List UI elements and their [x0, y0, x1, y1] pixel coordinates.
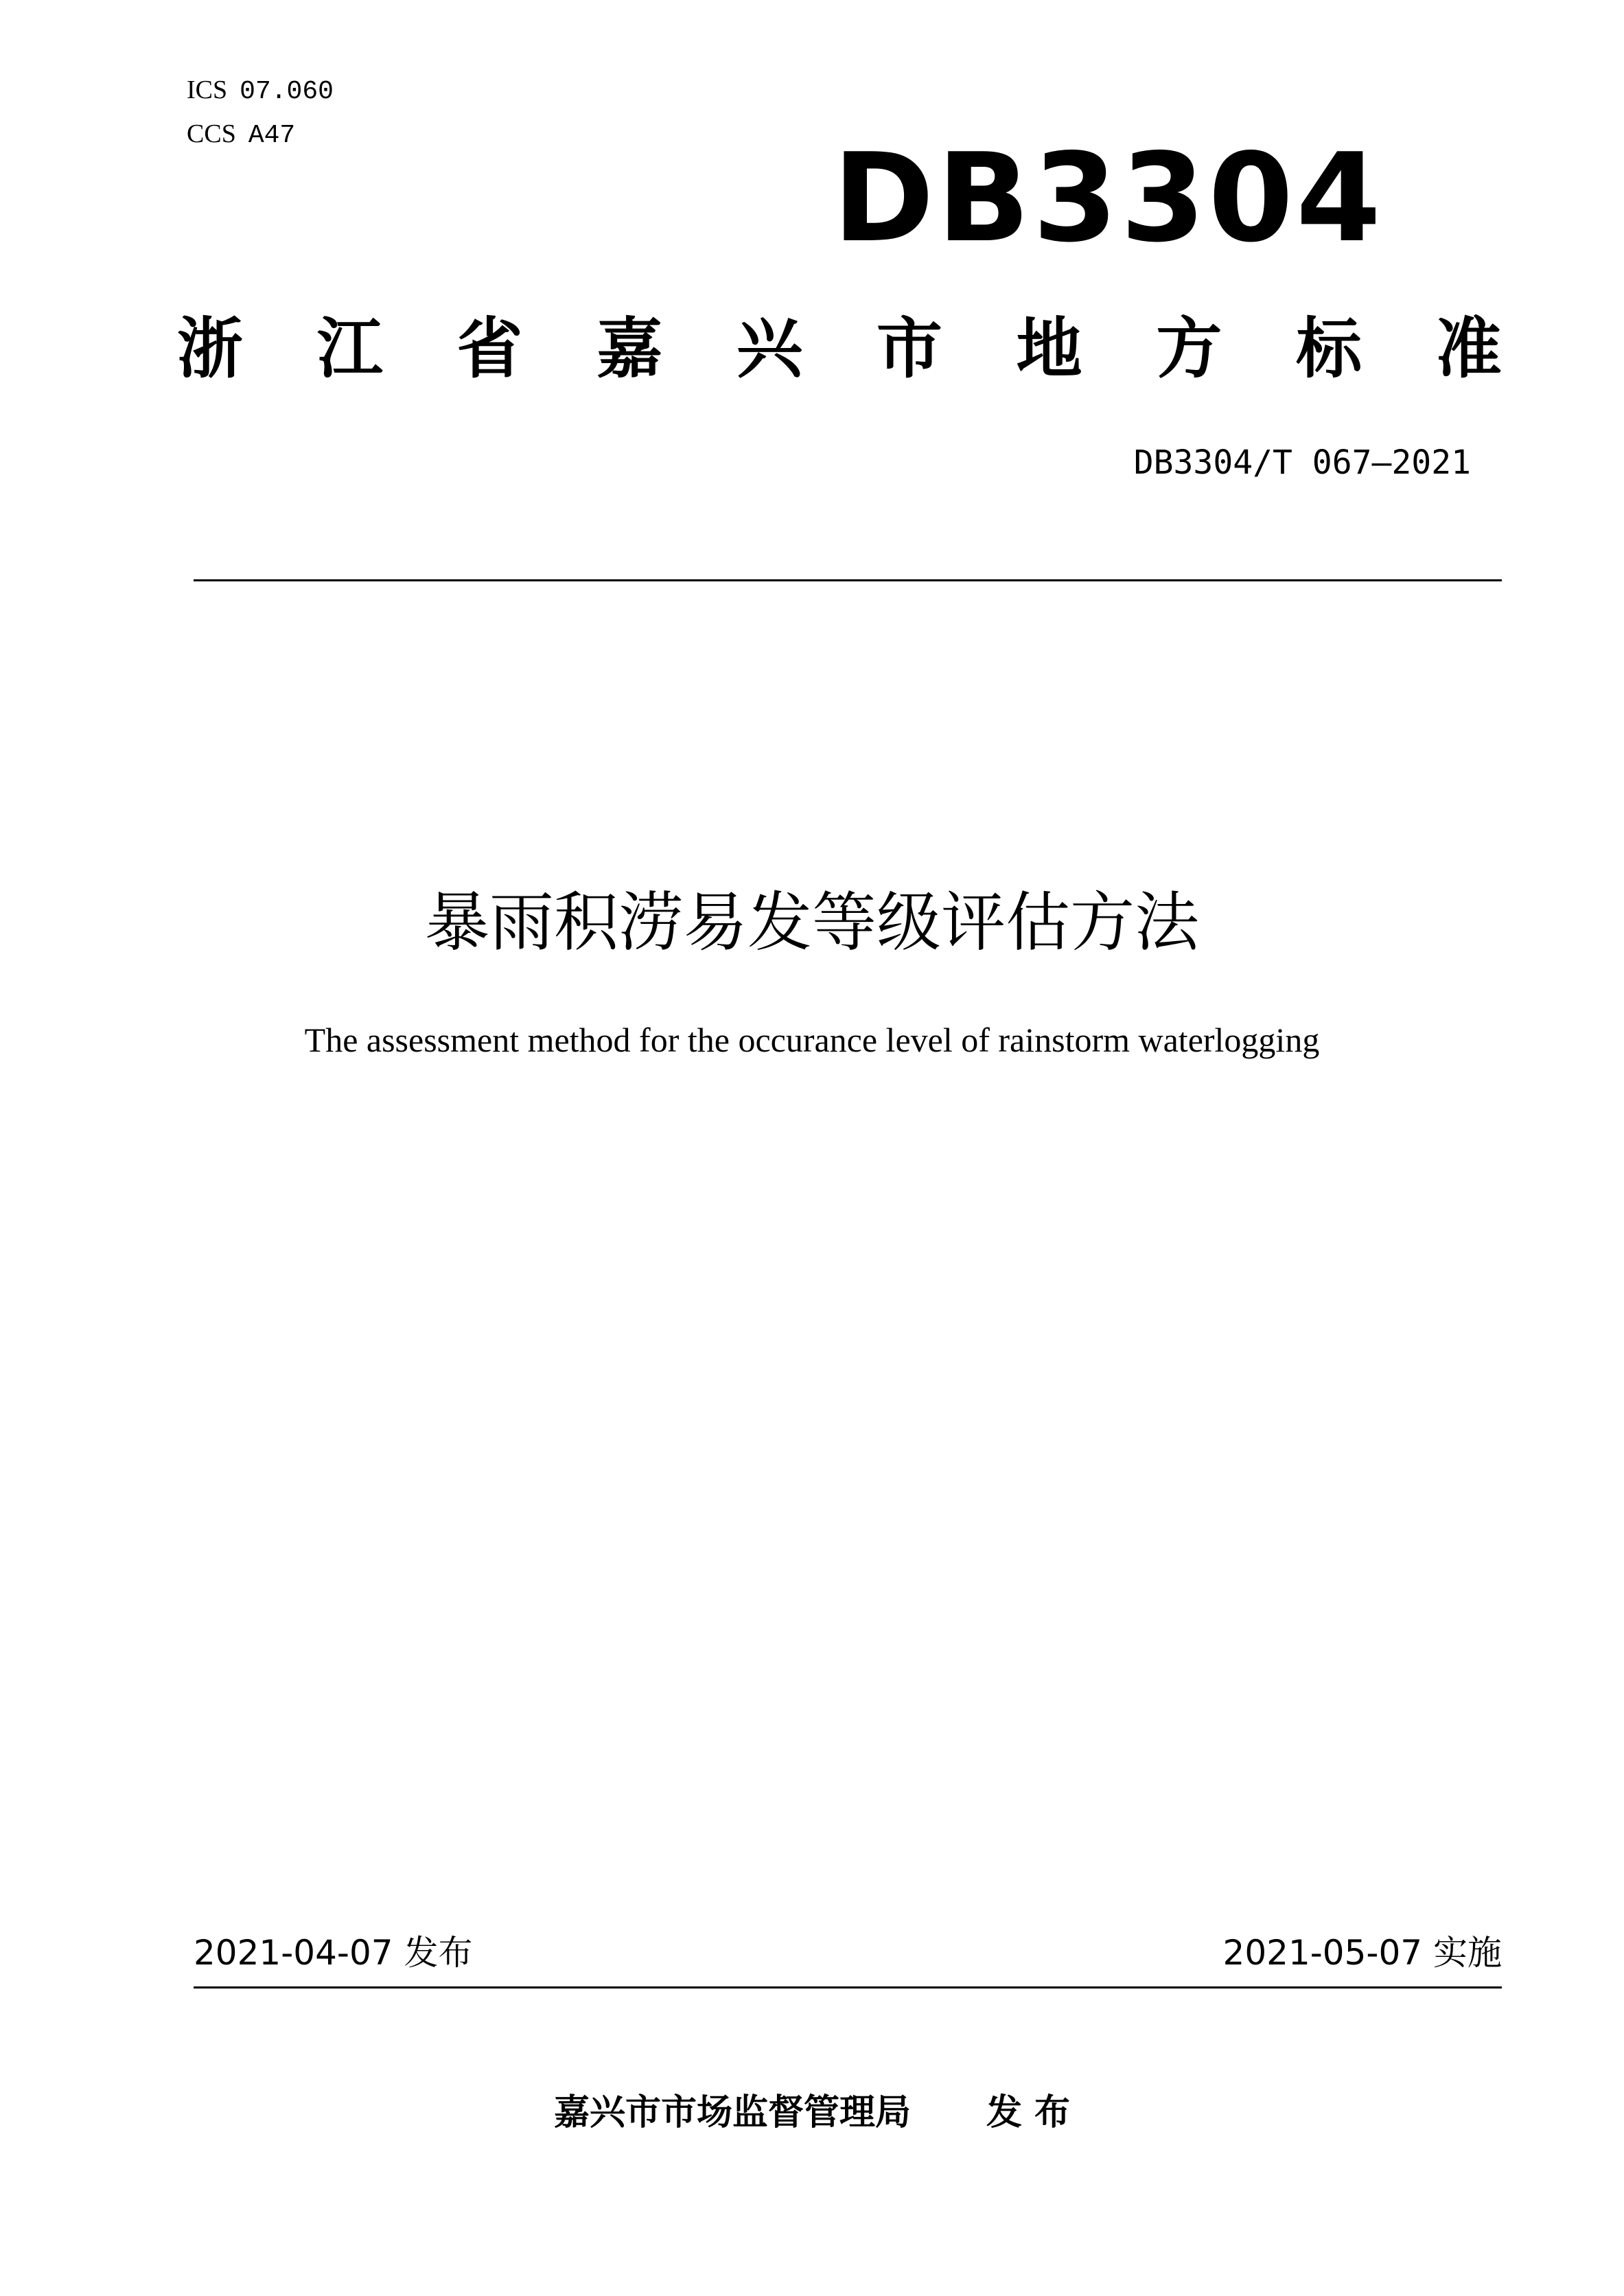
standard-number: DB3304/T 067—2021 [1133, 443, 1471, 482]
document-title-chinese: 暴雨积涝易发等级评估方法 [424, 885, 1199, 960]
level-char: 准 [1435, 310, 1502, 387]
publisher-line [0, 2092, 1624, 2133]
standard-level-heading [177, 310, 1502, 387]
level-char: 省 [456, 310, 523, 387]
standard-code: DB3304 [833, 127, 1384, 269]
level-char: 江 [316, 310, 383, 387]
level-char: 嘉 [596, 310, 663, 387]
level-char: 地 [1016, 310, 1082, 387]
publisher-name: 嘉兴市市场监督管理局 [553, 2092, 911, 2133]
level-char: 市 [876, 310, 942, 387]
publish-action: 发 布 [986, 2092, 1071, 2133]
level-char: 兴 [736, 310, 803, 387]
ccs-classification [187, 121, 295, 149]
issue-date: 2021-04-07 发布 [194, 1933, 473, 1973]
level-char: 标 [1296, 310, 1362, 387]
ics-label: ICS [187, 76, 228, 104]
level-char: 方 [1156, 310, 1222, 387]
bottom-divider [194, 1986, 1502, 1988]
ccs-code: A47 [248, 121, 296, 150]
document-title-english: The assessment method for the occurance level of rainstorm waterlogging [304, 1021, 1320, 1059]
implementation-date: 2021-05-07 实施 [1222, 1933, 1502, 1973]
ics-classification [187, 77, 334, 105]
level-char: 浙 [177, 310, 243, 387]
top-divider [194, 579, 1502, 581]
ics-code: 07.060 [240, 77, 334, 106]
ccs-label: CCS [187, 119, 236, 148]
